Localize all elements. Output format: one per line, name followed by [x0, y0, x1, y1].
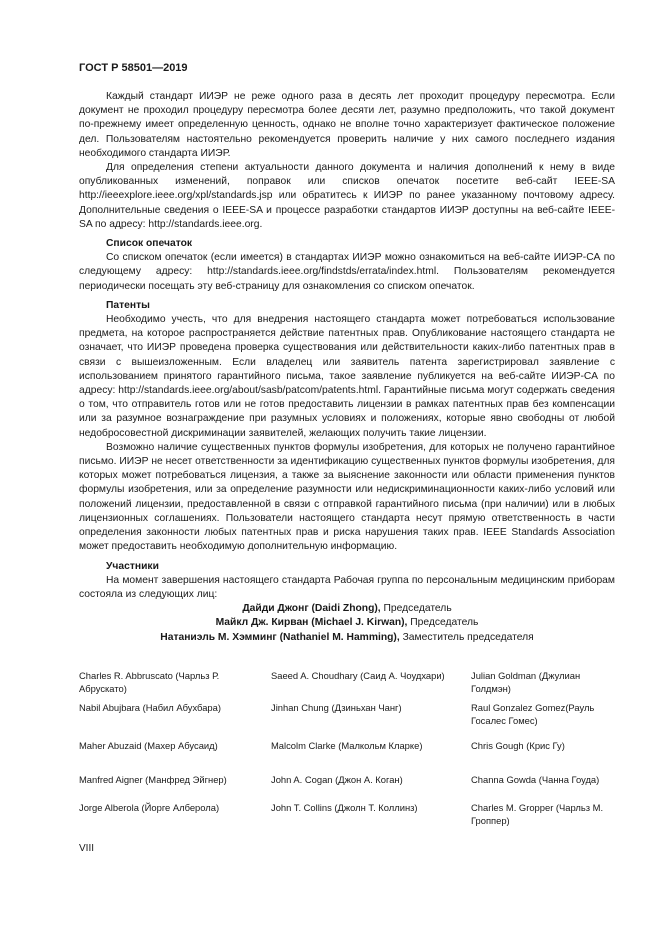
page-number: VIII — [79, 843, 95, 854]
participants-heading: Участники — [106, 560, 159, 572]
participant-name: Jorge Alberola (Йорге Алберола) — [79, 802, 220, 813]
officer-line — [79, 616, 615, 630]
document-body — [79, 90, 615, 645]
officer-role: Председатель — [380, 603, 452, 615]
errata-heading: Список опечаток — [106, 238, 193, 250]
document-header: ГОСТ Р 58501—2019 — [79, 62, 188, 74]
officer-name: Майкл Дж. Кирван (Michael J. Kirwan), — [215, 617, 408, 629]
participants-row — [79, 801, 615, 827]
paragraph-review: Каждый стандарт ИИЭР не реже одного раза в десять лет проходит процедуру пересмотра. Если документ не проходил процедуру пересмотра более десяти лет, разумно предположить, что такой документ по-прежнему имеет определенную ценность, однако не вполне точно характеризует фактическое положение дел. Пользователям настоятельно рекомендуется проверить наличие у них самого последнего издания необходимого стандарта ИИЭР. — [79, 91, 615, 159]
paragraph-currency: Для определения степени актуальности данного документа и наличия дополнений к нему в виде опубликованных изменений, поправок или списков опечаток посетите веб-сайт IEEE-SA http://ieeexplore.ieee.org/xpl/standards.jsp или обратитесь к ИИЭР по ранее указанному почтовому адресу. Дополнительные сведения о IEEE-SA и процессе разработки стандартов ИИЭР доступны на веб-сайте IEEE-SA по адресу: http://standards.ieee.org. — [79, 162, 615, 230]
participant-name: Malcolm Clarke (Малкольм Кларке) — [271, 740, 423, 751]
participants-intro: На момент завершения настоящего стандарта Рабочая группа по персональным медицинским приборам состояла из следующих лиц: — [79, 574, 615, 600]
participants-row — [79, 669, 615, 701]
participant-name: Maher Abuzaid (Махер Абусаид) — [79, 740, 218, 751]
participant-name: Charles M. Gropper (Чарльз М. Гроппер) — [471, 802, 604, 826]
officer-line — [79, 602, 615, 616]
participant-name: Channa Gowda (Чанна Гоуда) — [471, 774, 600, 785]
participants-row — [79, 773, 615, 801]
participant-name: Saeed A. Choudhary (Саид А. Чоудхари) — [271, 670, 445, 681]
participants-table — [79, 669, 615, 827]
participant-name: Raul Gonzalez Gomez(Рауль Госалес Гомес) — [471, 702, 595, 726]
patents-heading: Патенты — [106, 299, 150, 311]
officer-role: Председатель — [407, 617, 479, 629]
participant-name: John A. Cogan (Джон А. Коган) — [271, 774, 403, 785]
participant-name: Charles R. Abbruscato (Чарльз Р. Абрускато) — [79, 670, 220, 694]
patents-paragraph-2: Возможно наличие существенных пунктов формулы изобретения, для которых не получено гарантийное письмо. ИИЭР не несет ответственности за идентификацию существенных пунктов формулы изобретения, для которых может потребоваться лицензия, а также за выяснение законности или области применения пунктов формулы изобретения, или за определение разумности или недискриминационности каких-либо условий или положений лицензии, предоставленной в связи с отправкой гарантийного письма (при наличии) или в любых лицензионных соглашениях. Пользователи настоящего стандарта несут прямую ответственность в части определения законности любых патентных прав и риска нарушения таких прав. IEEE Standards Association может предоставить необходимую дополнительную информацию. — [79, 441, 615, 553]
participant-name: Manfred Aigner (Манфред Эйгнер) — [79, 774, 227, 785]
participants-row — [79, 701, 615, 739]
participant-name: John T. Collins (Джолн Т. Коллинз) — [271, 802, 418, 813]
participant-name: Chris Gough (Крис Гу) — [471, 740, 565, 751]
errata-text: Со списком опечаток (если имеется) в стандартах ИИЭР можно ознакомиться на веб-сайте ИИЭР-СА по следующему адресу: http://standards.ieee.org/findstds/errata/index.html. Пользователям рекомендуется периодически посещать эту веб-страницу для ознакомления со списком опечаток. — [79, 252, 615, 292]
patents-paragraph-1: Необходимо учесть, что для внедрения настоящего стандарта может потребоваться использование предмета, на которое распространяется действие патентных прав. Опубликование настоящего стандарта не означает, что ИИЭР проведена проверка существования или действительности каких-либо патентных прав в связи с вышеизложенным. Если владелец или заявитель патента зарегистрировал заявление с использованием принятого гарантийного письма, такое заявление публикуется на веб-сайте ИИЭР-СА по адресу: http://standards.ieee.org/about/sasb/patcom/patents.html. Гарантийные письма могут содержать сведения о том, что отправитель готов или не готов предоставить лицензии в рамках патентных прав без компенсации или за разумное вознаграждение при разумных условиях и положениях, которые явно свободны от любой недобросовестной дискриминации заявителей, желающих получить такие лицензии. — [79, 314, 615, 439]
officer-name: Натаниэль М. Хэмминг (Nathaniel M. Hamming), — [160, 631, 400, 643]
participant-name: Julian Goldman (Джулиан Голдмэн) — [471, 670, 581, 694]
participants-row — [79, 739, 615, 773]
participant-name: Nabil Abujbara (Набил Абухбара) — [79, 702, 221, 713]
officer-line — [79, 631, 615, 645]
officer-name: Дайди Джонг (Daidi Zhong), — [242, 603, 381, 615]
participant-name: Jinhan Chung (Дзиньхан Чанг) — [271, 702, 402, 713]
officer-role: Заместитель председателя — [399, 631, 534, 643]
